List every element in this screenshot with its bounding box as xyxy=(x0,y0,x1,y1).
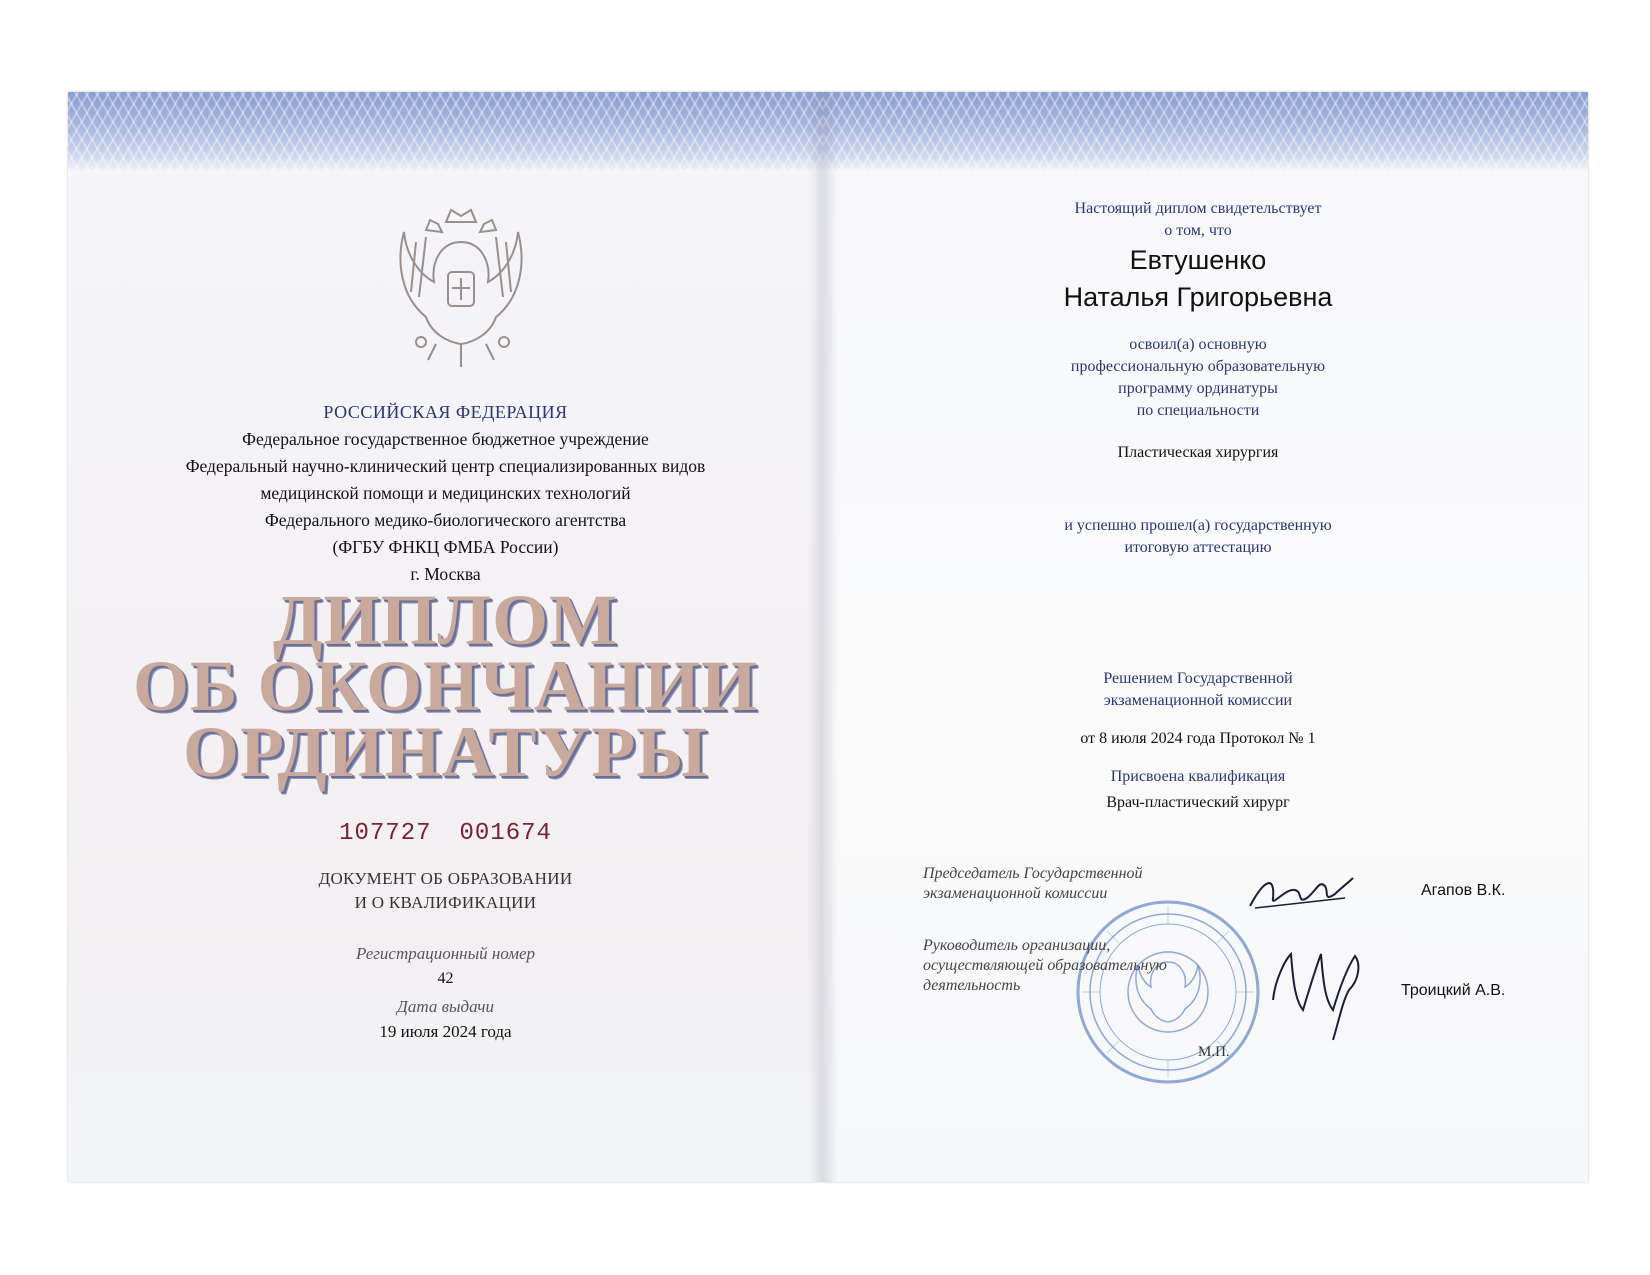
stamp-place-mark: М.П. xyxy=(1198,1044,1230,1060)
issue-date: 19 июля 2024 года xyxy=(379,1022,512,1041)
graduate-given-names: Наталья Григорьевна xyxy=(1063,282,1333,312)
intro-line: Настоящий диплом свидетельствует xyxy=(1074,200,1322,217)
qualification-label: Присвоена квалификация xyxy=(1110,768,1286,785)
document-type-line: ДОКУМЕНТ ОБ ОБРАЗОВАНИИ xyxy=(318,869,573,888)
diploma-cover-page xyxy=(68,92,823,1182)
commission-line: Решением Государственной xyxy=(1103,670,1293,687)
graduate-name xyxy=(823,242,1573,316)
title-line: ОРДИНАТУРЫ xyxy=(182,712,709,792)
diploma-title xyxy=(68,580,823,792)
attestation-line: итоговую аттестацию xyxy=(1124,539,1272,556)
intro-line: о том, что xyxy=(1164,222,1232,239)
chair-signature-icon xyxy=(1245,868,1355,918)
graduate-surname: Евтушенко xyxy=(1129,245,1267,275)
program-line: программу ординатуры xyxy=(1118,380,1278,397)
head-title xyxy=(923,936,1167,996)
institution-name xyxy=(68,426,823,588)
chair-title-line: Председатель Государственной xyxy=(923,865,1143,882)
intro-text xyxy=(823,198,1573,242)
commission-line: экзаменационной комиссии xyxy=(1103,692,1293,709)
chair-title-line: экзаменационной комиссии xyxy=(923,885,1108,902)
program-line: профессиональную образовательную xyxy=(1070,358,1326,375)
head-title-line: осуществляющей образовательную xyxy=(923,957,1167,974)
head-signature-icon xyxy=(1263,940,1373,1050)
attestation-text xyxy=(823,515,1573,559)
institution-city: г. Москва xyxy=(410,564,481,584)
head-title-line: Руководитель организации, xyxy=(923,937,1111,954)
protocol-info: от 8 июля 2024 года Протокол № 1 xyxy=(1080,730,1316,747)
attestation-line: и успешно прошел(а) государственную xyxy=(1064,517,1332,534)
program-line: освоил(а) основную xyxy=(1129,336,1267,353)
head-title-line: деятельность xyxy=(923,977,1021,994)
serial-number xyxy=(68,820,823,847)
serial-digits: 001674 xyxy=(459,820,552,847)
program-text xyxy=(823,334,1573,422)
institution-line: Федеральное государственное бюджетное учреждение xyxy=(242,429,649,449)
book-gutter xyxy=(808,92,838,1182)
diploma-spread xyxy=(68,92,1588,1182)
serial-series: 107727 xyxy=(339,820,432,847)
diploma-details-page xyxy=(823,92,1588,1182)
title-line: ДИПЛОМ xyxy=(272,580,619,660)
specialty: Пластическая хирургия xyxy=(1117,444,1279,461)
institution-line: Федерального медико-биологического агентства xyxy=(264,510,627,530)
security-band xyxy=(823,92,1588,172)
issue-date-label: Дата выдачи xyxy=(397,997,494,1016)
chair-name: Агапов В.К. xyxy=(1421,882,1506,899)
registration-number: 42 xyxy=(437,970,454,987)
registration-label: Регистрационный номер xyxy=(355,944,536,963)
head-name: Троицкий А.В. xyxy=(1401,982,1506,999)
institution-line: медицинской помощи и медицинских технологий xyxy=(260,483,631,503)
document-type xyxy=(68,867,823,915)
document-type-line: И О КВАЛИФИКАЦИИ xyxy=(354,893,537,912)
institution-line: (ФГБУ ФНКЦ ФМБА России) xyxy=(332,537,559,557)
qualification: Врач-пластический хирург xyxy=(1106,794,1290,811)
program-line: по специальности xyxy=(1136,402,1260,419)
coat-of-arms-icon xyxy=(386,202,536,372)
commission-decision xyxy=(823,668,1573,712)
country-name: РОССИЙСКАЯ ФЕДЕРАЦИЯ xyxy=(323,402,568,422)
institution-line: Федеральный научно-клинический центр специализированных видов xyxy=(185,456,706,476)
chair-title xyxy=(923,864,1143,904)
security-band xyxy=(68,92,823,172)
title-line: ОБ ОКОНЧАНИИ xyxy=(133,646,758,726)
